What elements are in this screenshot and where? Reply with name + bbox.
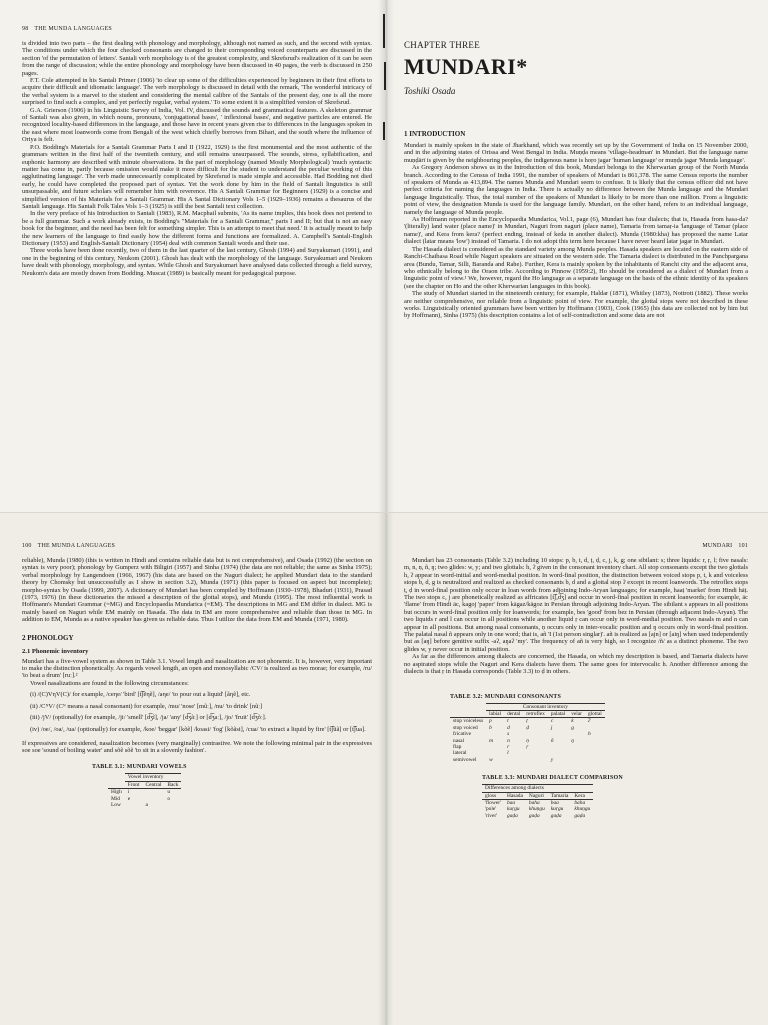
consonant-table <box>450 703 605 764</box>
table-cell: w <box>489 756 493 763</box>
table-title: TABLE 3.2: MUNDARI CONSONANTS <box>450 693 562 700</box>
paragraph: P.O. Bodding's Materials for a Santali Grammar Parts I and II (1922, 1929) is the first monumental and the most authentic of the grammars written in the first half of the twentieth century, and still remains unsurpassed. The sounds, stress, syllabification, and euphonic harmony are described with minute observations. In the part of morphology (named Mostly Morphological) 'much syntactic matter has come in, partly because omission would make it more difficult for the student to understand the peculiar working of this agglutinating language'. The verb made unnecessarily complicated by Skrefsrud is made simple and accessible. Had Bodding not died early, he could have completed the proposed part of syntax. Yet the work done by him in the field of Santali linguistics is still unsurpassable, and future scholars will remember him with reverence. His A Santali Grammar for Beginners (1929) is a concise and simplified version of his Materials for a Santali Grammar. His A Santal Dictionary Vols 1–5 (1929–1936) remains a thesaurus of the Santali language. His Santali Folk Tales Vols 1–3 (1925) is still the best Santali text collection. <box>22 143 372 210</box>
bottom-spread <box>0 512 768 1025</box>
table-cell: stop voiced <box>453 724 478 731</box>
top-spread <box>0 0 768 512</box>
paragraph: F.T. Cole attempted in his Santali Primer (1906) 'to clear up some of the difficulties experienced by beginners in their first efforts to acquire their difficult and idiomatic language'. The verb morphology is discussed in detail with the remark, 'The wonderful intricacy of the verbal system is a marvel to the student and considering the mental calibre of the Santals of the present day, one is all the more surprised to find such a complex, and yet perfectly regular, verbal system.' To some extent it is a simplified version of Skrefsrud. <box>22 77 372 107</box>
table-group-header: Differences among dialects <box>482 785 593 792</box>
subsection-heading: 2.1 Phonemic inventory <box>22 647 89 655</box>
table-cell: y <box>550 756 554 763</box>
table-cell: g <box>571 724 574 731</box>
table-header <box>450 710 486 717</box>
dialect-table-block <box>404 775 748 819</box>
body-text <box>22 658 372 688</box>
table-cell: e <box>127 795 131 802</box>
table-cell: h <box>587 731 591 738</box>
table-header: retroflex <box>523 710 548 717</box>
table-cell: t <box>507 718 509 725</box>
table-cell: baa <box>550 799 559 806</box>
table-cell: k <box>571 718 574 725</box>
body-text <box>404 142 748 320</box>
paragraph: reliable), Munda (1980) (this is written in Hindi and contains reliable data but is not comprehensive), and Osada (1992) (the section on syntax is very poor); phonology by Gumperz with Biligiri (1957) and Sinha (1974) (the data are not reliable; the same as Sinha 1975); verbal morphology by Langendoen (1966, 1967) (his data are based on the Naguri dialect; he applied Mundari data to the standard theory by Chomsky but unsuccessfully as I show in section 3.2), Munda (1971) (this paper is focused on aspect but incomplete); morpho-syntax by Osada (1999, 2007). A dictionary of Mundari has been compiled by Hoffmann (1930–1978), Bhaduri (1931), Prasad (1973, 1976) (in these dictionaries the missed a description of the glottal stops), and Mundu (1995). The most influential work is Hoffmann's Mundari Grammar (=MG) and Encyclopaedia Mundarica (=EM). The descriptions in MG and EM differ in dialect. MG is mainly based on Naguri while EM mainly on Hasada. The data in EM are more comprehensive and reliable than those in MG. In addition to EM, Munda as a native speaker has given us reliable data. Thus I utilize the data from EM and Munda (1971, 1980). <box>22 557 372 624</box>
body-text <box>22 740 372 755</box>
running-head-title: MUNDARI <box>702 543 733 549</box>
table-cell: fricative <box>453 731 471 738</box>
table-cell: 'flower' <box>485 799 502 806</box>
table-cell: n <box>507 737 510 744</box>
table-header: Hasada <box>504 792 526 799</box>
table-cell: b <box>489 724 492 731</box>
table-header: glottal <box>585 710 605 717</box>
paragraph: is divided into two parts – the first dealing with phonology and morphology, although not named as such, and the second with syntax. The conditions under which the four checked consonants are changed to their corresponding voiced counterparts are discussed in the section 'of the permutation of letters'. Santali verb morphology is of the greatest complexity, and Skrefsrud's realization of it can be seen from the range of discussion; while the entire phonology and morphology have been discussed in 40 pages, the verb is discussed in 250 pages. <box>22 40 372 77</box>
table-cell: 'pole' <box>485 806 497 813</box>
table-header: Front <box>125 781 143 788</box>
table-row <box>482 799 593 806</box>
chapter-title: MUNDARI* <box>404 54 528 79</box>
table-cell: a <box>145 802 148 809</box>
table-cell: kuṛgu <box>507 806 520 813</box>
paragraph: If expressives are considered, nasalization becomes (very marginally) contrastive. We note the following minimal pair in the expressives soe soe 'sound of boiling water' and sõẽ sõẽ 'to sit in a slovenly fashion'. <box>22 739 372 755</box>
table-cell <box>125 802 143 808</box>
paragraph: As Hoffmann reported in the Encyclopaedia Mundarica, Vol.1, page (6), Mundari has four dialects; that is, Hasada from hasa-da? '(literally) land water (place name)' in Mundari, Naguri from naguri (place name), Tamaria from tamaṛ-ia 'language of Tamar (place name)', and Kera from kera? (perfect ending, instead of keda in another dialect). Munda (1980:kha) has proposed the name Latar dialect (latar means 'low') instead of Tamaria. I do not adopt this term here because I have never heard latar jagar in Mundari. <box>404 216 748 246</box>
margin-ink-mark <box>383 122 385 140</box>
table-cell <box>568 757 585 763</box>
table-cell: ṛ <box>526 743 529 750</box>
table-row <box>108 789 181 796</box>
table-group-header: Consonant inventory <box>486 703 605 710</box>
paragraph: The Hasada dialect is considered as the standard variety among Munda peoples. Hasada speakers are located on the eastern side of Ranchi-Chaibasa Road while Naguri speakers are situated on the western side. The Tamaria dialect is distributed in the Panchpargana area (Bundu, Tamar, Silli, Baranda and Rahe). Further, Kera is mainly spoken by the inhabitants of Ranchi city and the adjacent area, who ethnically belong to the Oraon tribe. According to Pinnow (1959:2), Ho should be considered as a dialect of Mundari from a linguistic point of view.¹ We, however, regard the Ho language as a separate language on the basis of the ethnic identity of its speakers (see the chapter on Ho and the other Kherwarian languages in this book). <box>404 245 748 290</box>
table-group-header: Vowel inventory <box>125 774 182 781</box>
table-header: Kera <box>571 792 593 799</box>
table-cell: ṇ <box>526 737 529 744</box>
margin-ink-mark <box>383 14 385 48</box>
table-cell: High <box>111 789 122 796</box>
table-header: velar <box>568 710 585 717</box>
table-header: Back <box>164 781 181 788</box>
table-row <box>482 813 593 819</box>
table-cell: khuṇgu <box>574 806 591 813</box>
table-cell: p <box>489 718 492 725</box>
body-text <box>22 557 372 624</box>
table-cell: c <box>550 718 554 725</box>
paragraph: G.A. Grierson (1906) in his Linguistic Survey of India, Vol. IV, discussed the sounds and grammatical features. A skeleton grammar of Santali was also given, in which nouns, pronouns, 'conjugational bases', ' inflexional bases', and negative particles are entered. He recognized locality-based differences in the language, and those have in recent years given rise to differences in the languages spoken in the east where most loanwords come from Bengali of the west which chiefly borrows from Bihari, and the south where the influence of Oriya is felt. <box>22 106 372 144</box>
table-cell: m <box>489 737 493 744</box>
margin-ink-mark <box>384 62 386 90</box>
table-cell: ñ <box>550 737 554 744</box>
table-header: Naguri <box>526 792 548 799</box>
table-header: dental <box>504 710 523 717</box>
table-title: TABLE 3.1: MUNDARI VOWELS <box>92 764 187 771</box>
paragraph: Vowel nasalizations are found in the following circumstances: <box>30 679 189 687</box>
table-cell: ŋ <box>571 737 574 744</box>
paragraph: As far as the differences among dialects are concerned, the Hasada, on which my description is based, and Tamaria dialects have no aspirated stops while the Naguri and Kera dialects have them. The same goes for intervocalic h. Another difference among the dialects is that ṛ in Hasada corresponds (Table 3.3) to ḍ in others. <box>404 653 748 676</box>
running-head-title: THE MUNDA LANGUAGES <box>34 26 112 32</box>
running-head-title: THE MUNDA LANGUAGES <box>37 543 116 549</box>
page-99 <box>404 0 748 512</box>
table-cell: o <box>167 795 171 802</box>
table-cell: i <box>127 789 130 796</box>
chapter-label: CHAPTER THREE <box>404 40 480 50</box>
table-cell: nasal <box>453 737 465 744</box>
table-cell: semivowel <box>453 756 477 763</box>
table-cell: baha <box>574 799 586 806</box>
table-cell <box>164 802 181 808</box>
list-item: (iii) /jV/ (optionally) for example, /ji/ 'smell' [d͡ʒĩ], /ja/ 'any' [d͡ʒãː] or [d͡ʒaː], /jo/ 'fruit' [d͡ʒõː]. <box>30 714 267 722</box>
vowel-table <box>108 773 181 808</box>
running-head <box>22 26 372 32</box>
table-cell: Low <box>111 802 121 809</box>
gutter-shadow <box>378 513 394 1025</box>
table-cell: l <box>507 750 509 757</box>
table-cell <box>504 757 523 763</box>
gutter-shadow <box>378 0 394 512</box>
table-cell: j <box>550 724 553 731</box>
table-cell: ḍ <box>526 724 529 731</box>
paragraph: The study of Mundari started in the nineteenth century; for example, Haldar (1871), Whitley (1873), Nottrott (1882). These works are neither comprehensive, nor reliable from a linguistic point of view. For example, the glottal stops were not described in these works. Linguistically oriented grammars have been written by Hoffmann (1903), Cook (1965) (his data are collected not by him but by Hoffmann), Sinha (1975) (his description contains a lot of self-contradiction and some data are not <box>404 290 748 320</box>
table-cell: s <box>507 731 510 738</box>
table-cell: u <box>167 789 171 796</box>
consonant-table-block <box>404 694 748 764</box>
body-text <box>404 557 748 676</box>
table-cell: baa <box>507 799 516 806</box>
section-heading: 2 PHONOLOGY <box>22 633 74 642</box>
table-title: TABLE 3.3: MUNDARI DIALECT COMPARISON <box>482 775 623 782</box>
table-cell <box>142 789 164 796</box>
paragraph: Three works have been done recently, two of them in the last quarter of the last century, Ghosh (1994) and Suryakumari (1991), and one in the beginning of this century, Neukom (2001). Ghosh has dealt with the morphology of the language. Suryakumari and Neukom have dealt with phonology, morphology, and syntax. While Ghosh and Suryakumari have analysed data collected through a field survey, Neukom's data are mostly drawn from Bodding. Muscat (1989) is basically meant for pedagogical purpose. <box>22 247 372 277</box>
body-text <box>22 40 372 277</box>
table-cell: lateral <box>453 750 467 757</box>
table-cell: ʔ <box>587 718 591 725</box>
table-cell: baha <box>528 799 540 806</box>
table-row <box>108 802 181 808</box>
table-row <box>450 718 605 725</box>
table-cell: stop voiceless <box>453 718 484 725</box>
running-head <box>22 543 372 549</box>
table-cell: gaḍa <box>507 812 518 819</box>
table-cell: ṭ <box>526 718 528 725</box>
paragraph: Mundari has a five-vowel system as shown in Table 3.1. Vowel length and nasalization are not phonemic. It is, however, very important to make the distinction phonetically. As regards vowel length, an open and monosyllabic /CV/ is realized as two morae; for example, /ru/ 'to beat a drum' [ruː].² <box>22 657 372 680</box>
table-cell: d <box>507 724 510 731</box>
section-heading: 1 INTRODUCTION <box>404 130 466 138</box>
table-header: labial <box>486 710 504 717</box>
table-cell: khuṇgu <box>528 806 545 813</box>
page-number: 101 <box>738 543 748 549</box>
paragraph: Mundari has 23 consonants (Table 3.2) including 10 stops: p, b, t, d, ṭ, ḍ, c, j, k, g; one sibilant: s; three liquids: r, ṛ, l; five nasals: m, n, ṇ, ñ, ŋ; two glides: w, y; and two glottals: h, ʔ given in the consonant inventory chart. All stop consonants except the two glottals h, ʔ appear in word-initial and word-medial position. In word-final position, the distinction between voiced stops p, t, k and voiceless stops b, d, g is neutralized and realized as checked consonants b, d and a glottal stop ʔ except in recent loanwords. The retroflex stops ṭ, ḍ in word-final position only occur in loan words from adjoining Indo-Aryan languages; for example, haaṭ 'market' from Hindi hāṭ. The two stops c, j are phonetically realized as affricates [t͡ʃ,d͡ʒ] and occur in word-final position in recent loanwords; for example, āc 'flame' from Hindi āc, kagoj 'paper' from kāgaz/kāgoz in Persian through adjoining Indo-Aryan. The sibilant s appears in all positions but occurs in word-final position only for loanwords; for example, bes 'good' from bez in Persian (through adjacent Indo-Aryan). The two liquids r and l can occur in all positions while another liquid ṛ can occur only in word-medial position. Two nasals m and n can appear in all positions. But among nasal consonants, ṇ occurs only in inter-vocalic position and ŋ occurs only in word-final position. The palatal nasal ñ appears only in one word; that is, añ 'I (1st person singlar)'. añ is realized as [ajn] or [aiŋ] when used independently but as [aŋ] before genitive suffix -aʔ, aŋaʔ 'my'. The frequency of añ is very high, so I recognize /ñ/ as a distinct phoneme. The two glides w, y never occur in initial position. <box>404 557 748 653</box>
table-cell: kuṛgu <box>550 806 564 813</box>
table-cell <box>523 757 548 763</box>
table-cell: gaḍa <box>528 812 540 819</box>
table-row <box>450 757 605 763</box>
table-header: Central <box>142 781 164 788</box>
list-item: (i) /(C)VηV(C)/ for example, /ceηe/ 'bird' [t͡ʃẽηẽ], /aηe/ 'to pour out a liquid' [ãηẽ], etc. <box>30 691 251 699</box>
page-98 <box>22 0 372 512</box>
chapter-author: Toshiki Osada <box>404 86 456 96</box>
table-cell: 'river' <box>485 812 498 819</box>
running-head <box>404 543 748 549</box>
paragraph: Mundari is mainly spoken in the state of Jharkhand, which was recently set up by the Government of India on 15 November 2000, and in the adjoining states of Orissa and West Bengal in India. Muṇḍa means 'village-headman' in Mundari. But the language name muṇḍārī is given by the neighbouring peoples, the indigenous name is hoṛo jagar 'human language' or muṇḍa jagar 'Munda language'. <box>404 142 748 164</box>
list-item: (ii) /CᴺV/ (Cᴺ means a nasal consonant) for example, /mu/ 'nose' [mũː], /nu/ 'to drink' [nũː] <box>30 702 263 710</box>
table-header: gloss <box>482 792 504 799</box>
page-number: 98 <box>22 26 29 32</box>
table-cell <box>585 757 605 763</box>
table-cell: Mid <box>111 795 120 802</box>
table-header: palatal <box>548 710 568 717</box>
paragraph: As Gregory Anderson shows us in the Introduction of this book, Mundari belongs to the Kherwarian group of the North Munda branch. According to the Census of India 1991, the number of speakers of Mundari is 861,378. The same Census reports the number of speakers of Munda as 413,894. The names Munda and Mundari seem to confuse. It is likely that the census officer did not have perfect criteria for naming the languages in India. There is actually no difference between the Munda language and the Mundari language linguistically. Thus, the total number of the speakers of Mundari is likely to be more than one million. From a linguistic point of view, the designation Munda is used for the language family. Mundari, on the other hand, refers to an individual language, namely the language of Munda people. <box>404 164 748 216</box>
paragraph: In the very preface of his Introduction to Santali (1983), R.M. Macphail submits, 'As its name implies, this book does not pretend to be a full grammar. Such a work already exists, in Bodding's "Materials for a Santali Grammar," parts I and II; but that is not an easy book for the beginner, and the need has been felt for something simpler. This is an attempt to meet that need.' It is actually meant to help the new learners of the language to find easily how the different forms and functions are formalized. A. Campbell's Santali-English Dictionary (1953) and English-Santali Dictionary (1954) deal with common Santali words and their use. <box>22 210 372 247</box>
table-cell: r <box>507 743 510 750</box>
vowel-table-block <box>22 764 372 808</box>
table-cell: flap <box>453 743 462 750</box>
page-number: 100 <box>22 543 32 549</box>
table-cell: gaḍa <box>574 812 586 819</box>
page-101 <box>404 513 748 1025</box>
list-item: (iv) /oe/, /oa/, /ua/ (optionally) for example, /koe/ 'beggar' [kõẽ] /koasi/ 'fog' [kõãsi], /cua/ 'to extract a liquid by fire' [t͡ʃũã] or [t͡ʃua]. <box>30 726 366 734</box>
table-cell: gaḍa <box>550 812 562 819</box>
table-header <box>108 781 125 788</box>
table-header: Tamaria <box>548 792 572 799</box>
page-100 <box>22 513 372 1025</box>
dialect-table <box>482 784 593 819</box>
